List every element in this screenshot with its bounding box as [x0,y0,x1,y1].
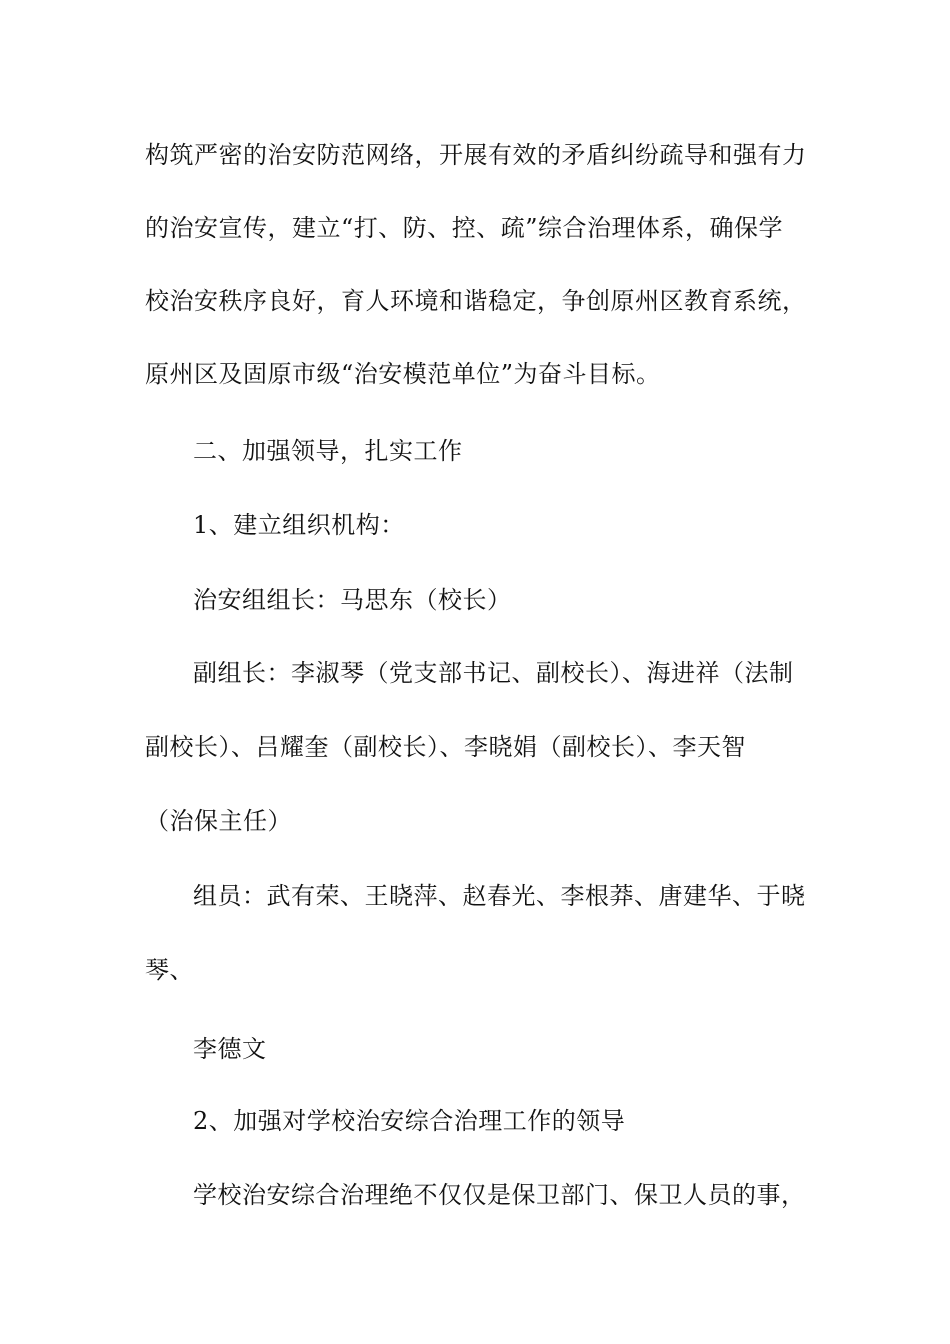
members-line: 组员：武有荣、王晓萍、赵春光、李根莽、唐建华、于晓 [193,882,806,910]
members-line: 琴、 [145,956,194,984]
paragraph-line: 校治安秩序良好，育人环境和谐稳定，争创原州区教育系统， [145,287,807,315]
leader-line: 治安组组长：马思东（校长） [193,586,512,614]
paragraph-line: 学校治安综合治理绝不仅仅是保卫部门、保卫人员的事， [193,1181,806,1209]
deputy-leaders-line: 副校长）、吕耀奎（副校长）、李晓娟（副校长）、李天智 [145,733,746,761]
members-line: 李德文 [193,1035,267,1063]
paragraph-line: 的治安宣传，建立“打、防、控、疏”综合治理体系，确保学 [145,214,784,242]
section-heading: 二、加强领导，扎实工作 [193,437,463,465]
subsection-heading: 2、加强对学校治安综合治理工作的领导 [193,1107,626,1135]
deputy-leaders-line: 副组长：李淑琴（党支部书记、副校长）、海进祥（法制 [193,659,794,687]
deputy-leaders-line: （治保主任） [145,807,292,835]
paragraph-line: 构筑严密的治安防范网络，开展有效的矛盾纠纷疏导和强有力 [145,141,807,169]
subsection-heading: 1、建立组织机构： [193,511,405,539]
paragraph-line: 原州区及固原市级“治安模范单位”为奋斗目标。 [145,360,661,388]
